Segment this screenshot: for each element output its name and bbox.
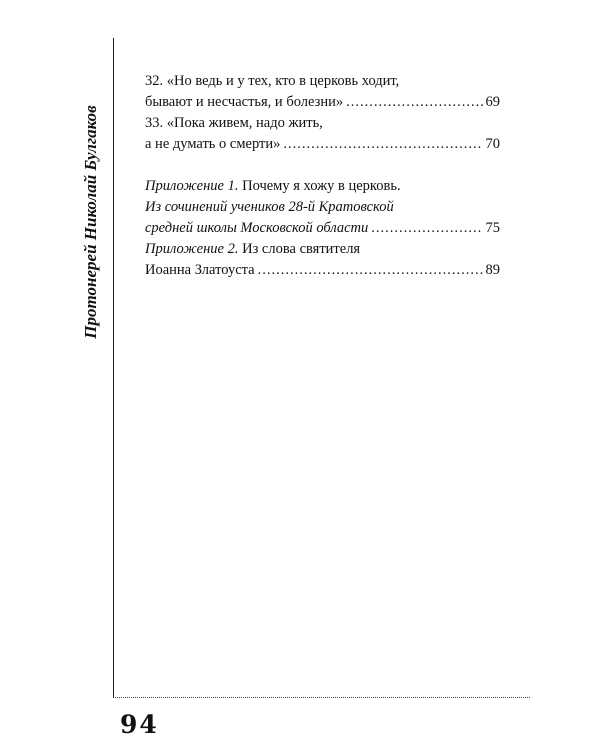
dot-leader <box>283 134 482 155</box>
toc-appendix-2-line2 <box>145 260 500 281</box>
appendix-1-subtitle: средней школы Московской области <box>145 220 369 236</box>
toc-appendix-1-line1 <box>145 176 500 197</box>
toc-entry-32-page: 69 <box>485 94 500 110</box>
page-number: 94 <box>120 710 159 739</box>
toc-entry-32-line1: 32. «Но ведь и у тех, кто в церковь ходит, <box>145 73 400 89</box>
toc-appendix-2-page: 89 <box>485 262 500 278</box>
toc-appendix-1-page: 75 <box>485 220 500 236</box>
margin-rule <box>113 38 114 698</box>
running-head: Протонерей Николай Булгаков <box>81 105 100 339</box>
appendix-2-label: Приложение 2. <box>145 241 239 257</box>
toc-entry-33-title: а не думать о смерти» <box>145 136 281 152</box>
dot-leader <box>258 260 483 281</box>
appendix-2-title: Из слова святителя <box>238 241 361 257</box>
toc-entry-33-line2 <box>145 134 500 155</box>
toc-entry-32-line2 <box>145 92 500 113</box>
toc-appendix-2-line1 <box>145 239 500 260</box>
toc-entry-33-page: 70 <box>485 136 500 152</box>
bottom-rule <box>113 697 530 698</box>
appendix-1-title: Почему я хожу в церковь. <box>238 178 401 194</box>
appendix-1-label: Приложение 1. <box>145 178 239 194</box>
toc-entry-32-title: бывают и несчастья, и болезни» <box>145 94 344 110</box>
toc-entry-33-line1: 33. «Пока живем, надо жить, <box>145 115 323 131</box>
table-of-contents <box>145 71 500 281</box>
dot-leader <box>371 218 482 239</box>
appendix-2-subtitle: Иоанна Златоуста <box>145 262 255 278</box>
dot-leader <box>346 92 482 113</box>
toc-appendix-1-line2: Из сочинений учеников 28-й Кратовской <box>145 199 394 215</box>
toc-appendix-1-line3 <box>145 218 500 239</box>
